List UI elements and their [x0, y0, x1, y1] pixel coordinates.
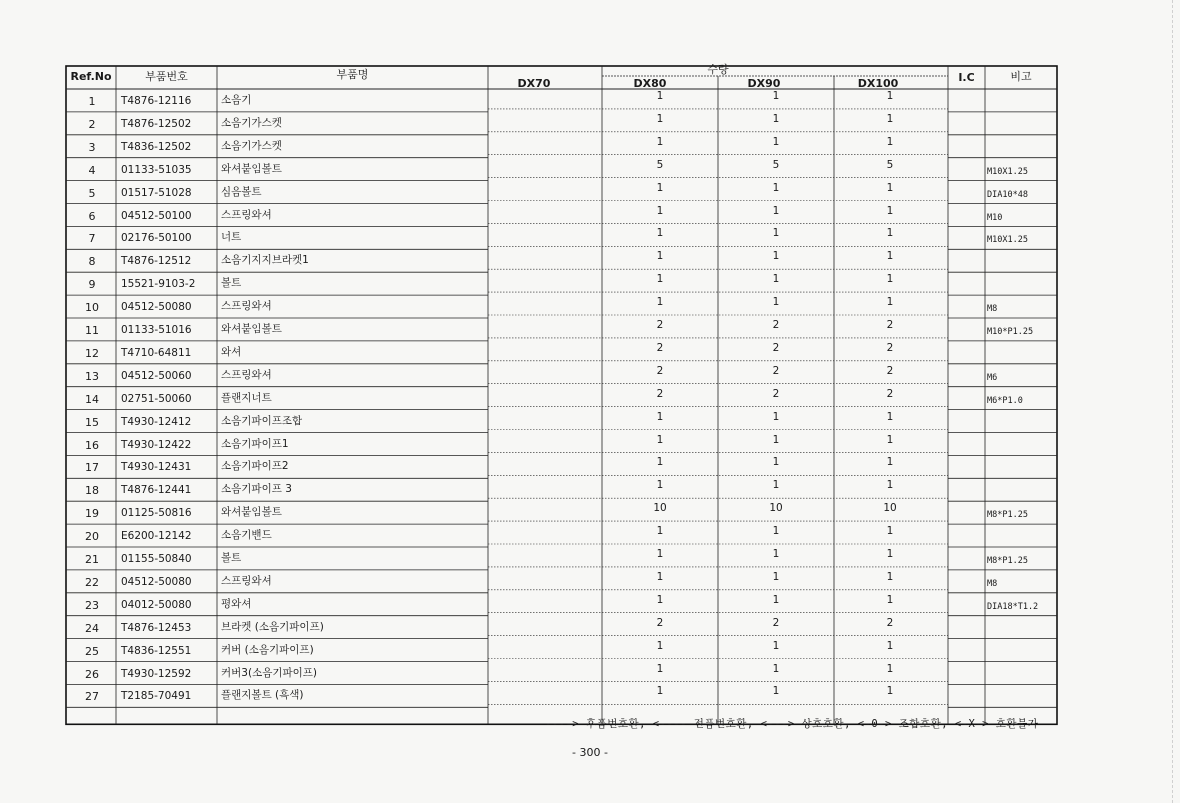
quantity-dx90-cell: 10 — [769, 502, 783, 515]
part-name-cell: 소음기가스켓 — [221, 116, 282, 129]
part-name-cell: 스프링와셔 — [221, 574, 272, 587]
ref-no-cell: 17 — [85, 461, 99, 475]
ref-no-cell: 2 — [88, 117, 96, 131]
part-number-cell: T4876-12453 — [121, 621, 192, 634]
part-name-cell: 커버 (소음기파이프) — [221, 643, 314, 656]
quantity-dx100-cell: 1 — [886, 204, 894, 217]
quantity-dx100-cell: 1 — [886, 112, 894, 125]
quantity-dx90-cell: 1 — [772, 181, 780, 194]
part-name-cell: 심음볼트 — [221, 185, 262, 198]
quantity-dx100-cell: 1 — [886, 685, 894, 698]
ref-no-cell: 19 — [85, 507, 99, 521]
quantity-dx90-cell: 1 — [772, 90, 780, 102]
ref-no-cell: 15 — [85, 415, 99, 429]
part-name-cell: 소음기밴드 — [221, 529, 272, 542]
part-name-cell: 소음기가스켓 — [221, 139, 282, 152]
quantity-dx90-cell: 1 — [772, 433, 780, 446]
ref-no-cell: 26 — [85, 667, 99, 681]
quantity-dx80-cell: 1 — [656, 112, 664, 125]
quantity-dx100-cell: 2 — [886, 319, 894, 331]
quantity-dx100-cell: 1 — [886, 250, 894, 263]
part-number-cell: T4836-12551 — [121, 644, 192, 657]
quantity-dx80-cell: 1 — [656, 525, 664, 538]
ref-no-cell: 10 — [85, 301, 99, 315]
quantity-dx90-cell: 1 — [772, 456, 780, 469]
quantity-dx80-cell: 1 — [656, 181, 664, 194]
quantity-dx90-cell: 1 — [772, 548, 780, 560]
quantity-dx100-cell: 5 — [886, 158, 894, 171]
quantity-dx90-cell: 1 — [772, 296, 780, 309]
ref-no-cell: 12 — [85, 346, 99, 360]
ref-no-cell: 25 — [85, 644, 99, 658]
part-number-cell: T4710-64811 — [121, 346, 192, 359]
part-name-cell: 소음기파이프 3 — [221, 483, 292, 496]
ref-no-cell: 18 — [85, 484, 99, 498]
quantity-dx80-cell: 1 — [656, 250, 664, 263]
quantity-dx80-cell: 1 — [656, 273, 664, 286]
quantity-dx90-cell: 2 — [772, 341, 780, 354]
quantity-dx90-cell: 2 — [772, 616, 780, 629]
quantity-dx90-cell: 1 — [772, 662, 780, 675]
quantity-dx80-cell: 1 — [656, 90, 664, 102]
quantity-dx80-cell: 1 — [656, 296, 664, 309]
quantity-dx100-cell: 1 — [886, 181, 894, 194]
part-number-cell: T4930-12431 — [121, 461, 192, 474]
part-number-cell: T4876-12512 — [121, 255, 192, 268]
quantity-dx100-cell: 1 — [886, 570, 894, 583]
quantity-dx80-cell: 1 — [656, 456, 664, 469]
quantity-dx100-cell: 2 — [886, 387, 894, 400]
quantity-dx90-cell: 1 — [772, 204, 780, 217]
part-name-cell: 소음기파이프조합 — [221, 414, 303, 427]
quantity-dx90-cell: 2 — [772, 364, 780, 377]
quantity-dx100-cell: 2 — [886, 364, 894, 377]
quantity-dx100-cell: 1 — [886, 227, 894, 240]
remark-cell: M10X1.25 — [987, 235, 1028, 246]
ref-no-cell: 27 — [85, 690, 99, 704]
quantity-dx80-cell: 1 — [656, 593, 664, 606]
part-number-cell: T4836-12502 — [121, 140, 192, 153]
part-number-cell: T4930-12412 — [121, 415, 192, 428]
quantity-dx100-cell: 1 — [886, 273, 894, 286]
part-number-cell: T4876-12502 — [121, 117, 192, 130]
part-name-cell: 너트 — [221, 231, 242, 244]
ref-no-cell: 7 — [88, 232, 96, 246]
ref-no-cell: 3 — [88, 140, 96, 154]
quantity-dx80-cell: 2 — [656, 616, 664, 629]
quantity-dx90-cell: 1 — [772, 570, 780, 583]
part-number-cell: 01125-50816 — [121, 507, 192, 520]
part-number-cell: 02751-50060 — [121, 392, 192, 405]
part-name-cell: 커버3(소음기파이프) — [221, 666, 318, 679]
interchange-legend: ----> 후품번호환, <---- 전품번호환, <---> 상호호환, <-0-> 조합호환, <-X-> 호환불가 — [545, 718, 1039, 730]
part-number-cell: T4930-12422 — [121, 438, 192, 451]
quantity-dx90-cell: 1 — [772, 685, 780, 698]
quantity-dx90-cell: 1 — [772, 135, 780, 148]
quantity-dx80-cell: 1 — [656, 570, 664, 583]
quantity-dx100-cell: 1 — [886, 456, 894, 469]
part-name-cell: 스프링와셔 — [221, 208, 272, 221]
header-model-dx80: DX80 — [633, 77, 667, 90]
remark-cell: M8*P1.25 — [987, 510, 1028, 521]
quantity-dx90-cell: 1 — [772, 273, 780, 286]
part-name-cell: 소음기 — [221, 94, 252, 106]
part-name-cell: 볼트 — [221, 552, 242, 564]
quantity-dx80-cell: 1 — [656, 685, 664, 698]
part-number-cell: 04012-50080 — [121, 598, 192, 611]
remark-cell: M10X1.25 — [987, 166, 1028, 177]
part-number-cell: T4876-12441 — [121, 484, 192, 497]
ref-no-cell: 13 — [85, 369, 99, 383]
quantity-dx90-cell: 1 — [772, 639, 780, 652]
quantity-dx100-cell: 1 — [886, 548, 894, 560]
ref-no-cell: 1 — [88, 95, 96, 108]
page-edge-line — [1172, 0, 1174, 803]
remark-cell: M8 — [987, 304, 998, 315]
header-model-dx70: DX70 — [517, 77, 551, 90]
quantity-dx80-cell: 1 — [656, 204, 664, 217]
ref-no-cell: 24 — [85, 621, 99, 635]
part-name-cell: 볼트 — [221, 277, 242, 290]
header-model-dx90: DX90 — [747, 77, 781, 90]
quantity-dx80-cell: 1 — [656, 433, 664, 446]
quantity-dx100-cell: 2 — [886, 341, 894, 354]
part-name-cell: 플랜지볼트 (흑색) — [221, 689, 304, 702]
quantity-dx80-cell: 1 — [656, 662, 664, 675]
part-number-cell: 01133-51035 — [121, 163, 192, 176]
quantity-dx100-cell: 2 — [886, 616, 894, 629]
quantity-dx90-cell: 1 — [772, 593, 780, 606]
quantity-dx100-cell: 1 — [886, 593, 894, 606]
quantity-dx80-cell: 2 — [656, 341, 664, 354]
quantity-dx90-cell: 2 — [772, 319, 780, 331]
ref-no-cell: 20 — [85, 530, 99, 544]
quantity-dx80-cell: 1 — [656, 639, 664, 652]
part-number-cell: 02176-50100 — [121, 232, 192, 245]
part-number-cell: 04512-50060 — [121, 369, 192, 382]
quantity-dx100-cell: 1 — [886, 410, 894, 423]
ref-no-cell: 22 — [85, 575, 99, 589]
quantity-dx90-cell: 1 — [772, 410, 780, 423]
header-model-dx100: DX100 — [857, 77, 899, 90]
quantity-dx90-cell: 2 — [772, 387, 780, 400]
part-number-cell: T4930-12592 — [121, 667, 192, 680]
quantity-dx80-cell: 1 — [656, 227, 664, 240]
part-number-cell: 01133-51016 — [121, 324, 192, 336]
part-name-cell: 평와셔 — [221, 597, 252, 610]
part-name-cell: 와셔붙임볼트 — [221, 323, 282, 335]
ref-no-cell: 5 — [88, 186, 96, 200]
ref-no-cell: 4 — [88, 163, 96, 177]
part-number-cell: T2185-70491 — [121, 690, 192, 703]
part-name-cell: 와셔붙임볼트 — [221, 162, 282, 175]
header-part-name: 부품명 — [336, 68, 369, 81]
quantity-dx90-cell: 1 — [772, 112, 780, 125]
ref-no-cell: 6 — [88, 209, 96, 223]
part-number-cell: E6200-12142 — [121, 530, 192, 543]
ref-no-cell: 9 — [88, 278, 96, 292]
part-number-cell: 01517-51028 — [121, 186, 192, 199]
part-name-cell: 브라켓 (소음기파이프) — [221, 620, 324, 633]
header-part-no: 부품번호 — [145, 70, 188, 83]
part-name-cell: 와셔붙임볼트 — [221, 506, 282, 519]
quantity-dx90-cell: 1 — [772, 479, 780, 492]
part-number-cell: T4876-12116 — [121, 95, 192, 107]
part-number-cell: 04512-50080 — [121, 575, 192, 588]
remark-cell: M8*P1.25 — [987, 556, 1028, 566]
ref-no-cell: 23 — [85, 598, 99, 612]
quantity-dx80-cell: 2 — [656, 319, 664, 331]
quantity-dx100-cell: 1 — [886, 525, 894, 538]
quantity-dx100-cell: 1 — [886, 433, 894, 446]
quantity-dx100-cell: 1 — [886, 662, 894, 675]
quantity-dx80-cell: 1 — [656, 548, 664, 560]
quantity-dx100-cell: 1 — [886, 90, 894, 102]
quantity-dx80-cell: 1 — [656, 410, 664, 423]
quantity-dx100-cell: 1 — [886, 639, 894, 652]
part-name-cell: 소음기지지브라켓1 — [221, 254, 309, 267]
part-name-cell: 플랜지너트 — [221, 391, 272, 404]
quantity-dx100-cell: 10 — [883, 502, 897, 515]
remark-cell: M10*P1.25 — [987, 327, 1034, 337]
page-number: - 300 - — [572, 746, 608, 759]
remark-cell: M10 — [987, 212, 1003, 223]
quantity-dx80-cell: 2 — [656, 364, 664, 377]
part-number-cell: 15521-9103-2 — [121, 278, 196, 291]
ref-no-cell: 8 — [88, 255, 96, 269]
quantity-dx80-cell: 5 — [656, 158, 664, 171]
part-number-cell: 01155-50840 — [121, 553, 192, 565]
quantity-dx80-cell: 10 — [653, 502, 667, 515]
quantity-dx80-cell: 2 — [656, 387, 664, 400]
quantity-dx90-cell: 1 — [772, 250, 780, 263]
part-number-cell: 04512-50100 — [121, 209, 192, 222]
quantity-dx90-cell: 5 — [772, 158, 780, 171]
remark-cell: M8 — [987, 578, 998, 589]
header-quantity: 수량 — [707, 63, 729, 76]
ref-no-cell: 14 — [85, 392, 99, 406]
remark-cell: DIA18*T1.2 — [987, 601, 1039, 612]
remark-cell: M6*P1.0 — [987, 395, 1023, 406]
header-ic: I.C — [958, 71, 975, 84]
part-name-cell: 소음기파이프2 — [221, 460, 289, 473]
part-name-cell: 소음기파이프1 — [221, 437, 289, 450]
header-remarks: 비고 — [1010, 70, 1032, 83]
quantity-dx100-cell: 1 — [886, 296, 894, 309]
quantity-dx100-cell: 1 — [886, 135, 894, 148]
ref-no-cell: 11 — [85, 324, 99, 337]
quantity-dx80-cell: 1 — [656, 479, 664, 492]
quantity-dx100-cell: 1 — [886, 479, 894, 492]
part-name-cell: 와셔 — [221, 345, 242, 358]
quantity-dx90-cell: 1 — [772, 227, 780, 240]
remark-cell: M6 — [987, 372, 998, 383]
part-name-cell: 스프링와셔 — [221, 368, 272, 381]
remark-cell: DIA10*48 — [987, 189, 1028, 200]
part-number-cell: 04512-50080 — [121, 301, 192, 314]
header-ref-no: Ref.No — [70, 70, 112, 83]
ref-no-cell: 16 — [85, 438, 99, 452]
part-name-cell: 스프링와셔 — [221, 300, 272, 313]
quantity-dx80-cell: 1 — [656, 135, 664, 148]
quantity-dx90-cell: 1 — [772, 525, 780, 538]
ref-no-cell: 21 — [85, 553, 99, 566]
